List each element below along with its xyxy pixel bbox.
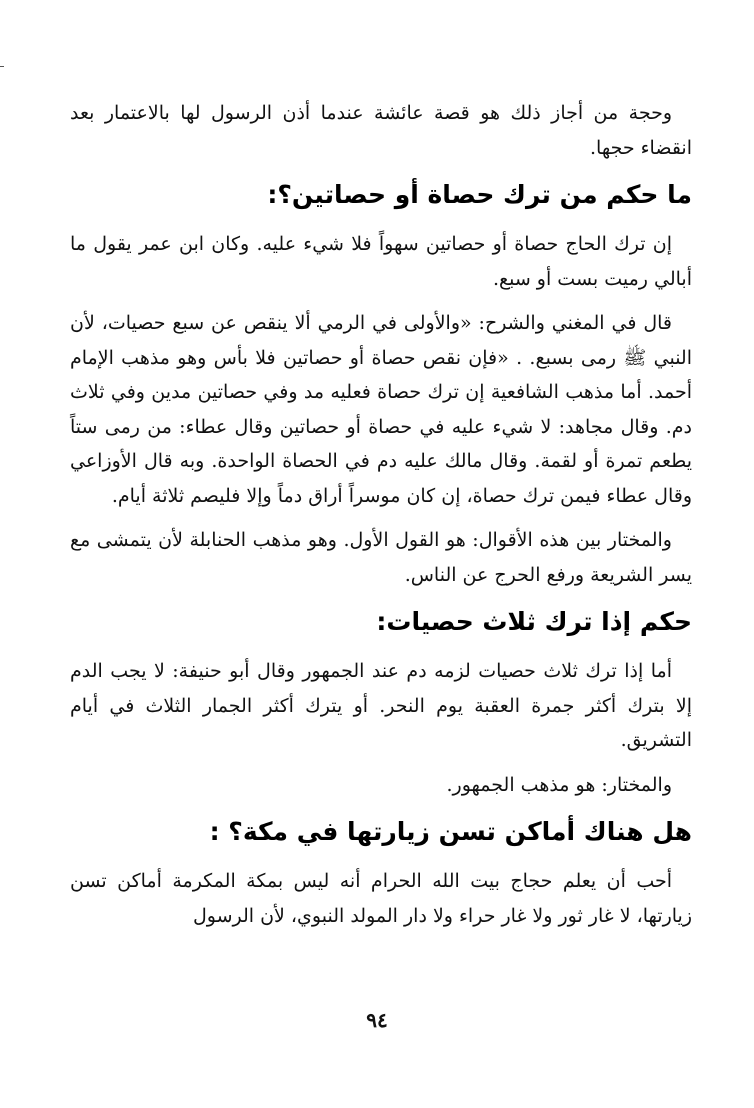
paragraph-2: إن ترك الحاج حصاة أو حصاتين سهواً فلا شيء عليه. وكان ابن عمر يقول ما أبالي رميت بست أو سبع. <box>70 233 692 290</box>
paragraph-6: والمختار: هو مذهب الجمهور. <box>446 773 672 796</box>
paragraph-1: وحجة من أجاز ذلك هو قصة عائشة عندما أذن الرسول لها بالاعتمار بعد انقضاء حجها. <box>70 102 692 159</box>
page-content <box>70 96 692 943</box>
paragraph-7: أحب أن يعلم حجاج بيت الله الحرام أنه ليس بمكة المكرمة أماكن تسن زيارتها، لا غار ثور ولا غار حراء ولا دار المولد النبوي، لأن الرسول <box>70 870 692 927</box>
paragraph-3: قال في المغني والشرح: «والأولى في الرمي ألا ينقص عن سبع حصيات، لأن النبي ﷺ رمى بسبع. . «فإن نقص حصاة أو حصاتين فلا بأس وهو مذهب الإمام أحمد. أما مذهب الشافعية إن ترك حصاة فعليه مد وفي حصاتين مدين وفي ثلاث دم. وقال مجاهد: لا شيء عليه في حصاة أو حصاتين وقال عطاء: من رمى ستاً يطعم تمرة أو لقمة. وقال مالك عليه دم في الحصاة الواحدة. وبه قال الأوزاعي وقال عطاء فيمن ترك حصاة، إن كان موسراً أراق دماً وإلا فليصم ثلاثة أيام. <box>70 312 692 507</box>
page-number: ٩٤ <box>366 1008 388 1032</box>
heading-places-in-mecca: هل هناك أماكن تسن زيارتها في مكة؟ : <box>209 817 692 846</box>
heading-three-pebbles: حكم إذا ترك ثلاث حصيات: <box>376 607 692 636</box>
page-edge-mark <box>0 66 4 67</box>
paragraph-4: والمختار بين هذه الأقوال: هو القول الأول. وهو مذهب الحنابلة لأن يتمشى مع يسر الشريعة ورفع الحرج عن الناس. <box>70 529 692 586</box>
heading-leaving-pebbles: ما حكم من ترك حصاة أو حصاتين؟: <box>267 180 692 209</box>
paragraph-5: أما إذا ترك ثلاث حصيات لزمه دم عند الجمهور وقال أبو حنيفة: لا يجب الدم إلا بترك أكثر جمرة العقبة يوم النحر. أو يترك أكثر الجمار الثلاث في أيام التشريق. <box>70 660 692 751</box>
